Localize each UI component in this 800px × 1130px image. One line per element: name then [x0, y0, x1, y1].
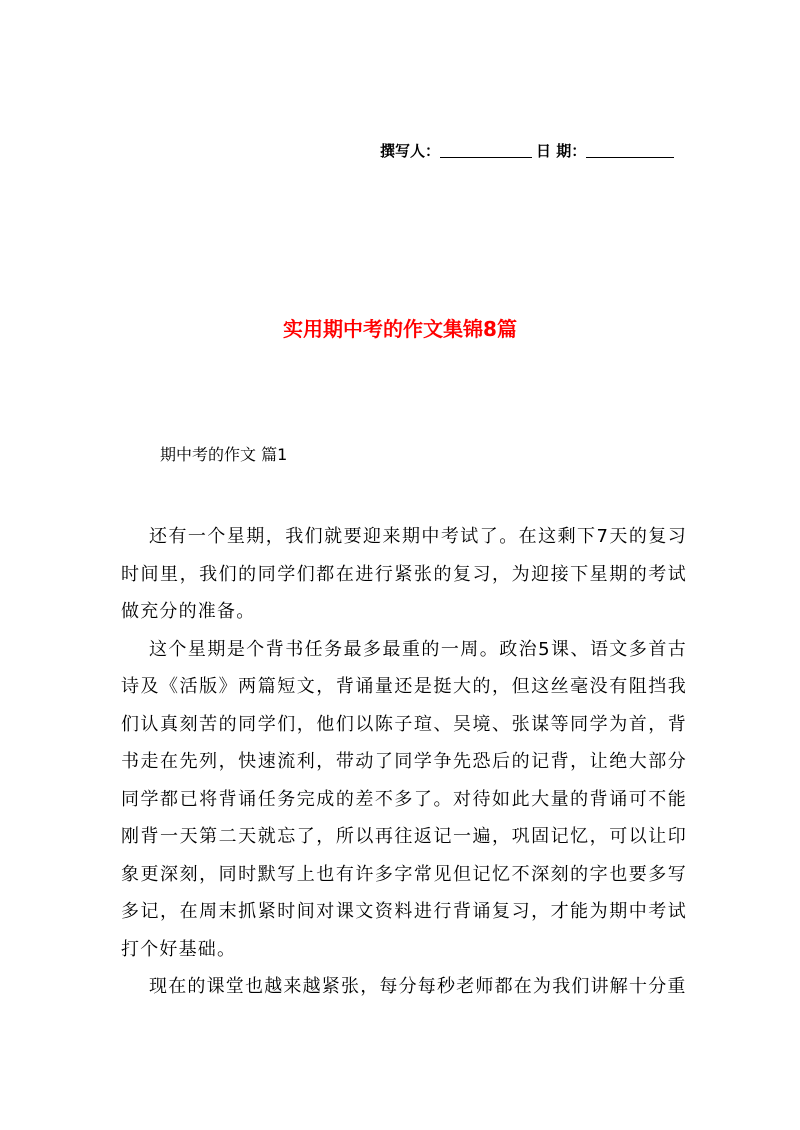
- paragraph-3: 现在的课堂也越来越紧张，每分每秒老师都在为我们讲解十分重: [149, 976, 687, 997]
- document-title: 实用期中考的作文集锦8篇: [283, 317, 517, 341]
- author-blank: [440, 143, 532, 158]
- date-blank: [586, 143, 674, 158]
- section-heading: 期中考的作文 篇1: [160, 445, 288, 464]
- body-text: [121, 518, 687, 1006]
- paragraph-2: 这个星期是个背书任务最多最重的一周。政治5课、语文多首古诗及《活版》两篇短文，背诵量还是挺大的，但这丝毫没有阻挡我们认真刻苦的同学们，他们以陈子瑄、吴境、张谋等同学为首，背书走在先列，快速流利，带动了同学争先恐后的记背，让绝大部分同学都已将背诵任务完成的差不多了。对待如此大量的背诵可不能刚背一天第二天就忘了，所以再往返记一遍，巩固记忆，可以让印象更深刻，同时默写上也有许多字常见但记忆不深刻的字也要多写多记，在周末抓紧时间对课文资料进行背诵复习，才能为期中考试打个好基础。: [121, 638, 687, 960]
- date-label: 日 期：: [536, 142, 587, 160]
- author-date-line: [380, 140, 700, 161]
- paragraph-1: 还有一个星期，我们就要迎来期中考试了。在这剩下7天的复习时间里，我们的同学们都在进行紧张的复习，为迎接下星期的考试做充分的准备。: [121, 526, 687, 622]
- author-label: 撰写人：: [380, 142, 441, 160]
